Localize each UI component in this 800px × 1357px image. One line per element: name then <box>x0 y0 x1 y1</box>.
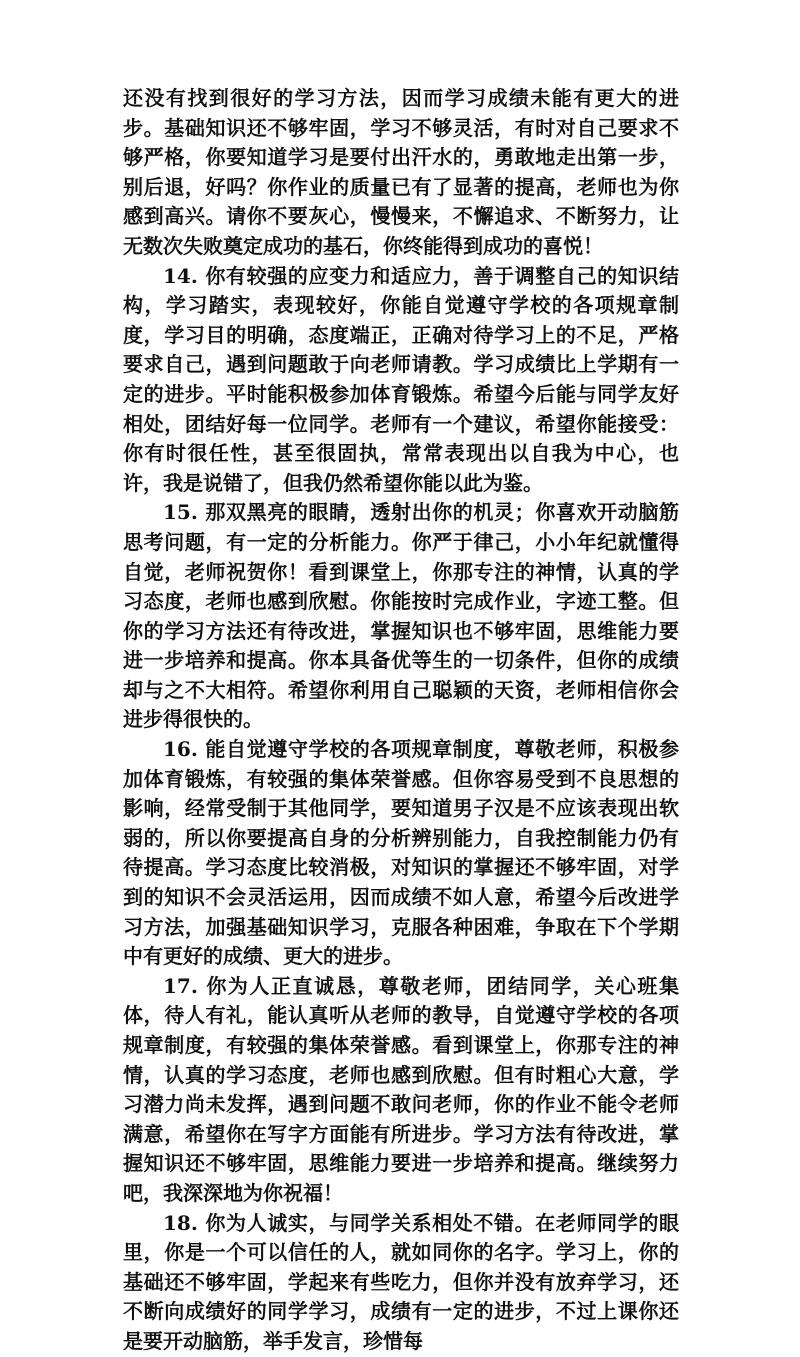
document-body <box>123 84 679 1357</box>
paragraph-comment-18: 18. 你为人诚实，与同学关系相处不错。在老师同学的眼里，你是一个可以信任的人，就如同你的名字。学习上，你的基础还不够牢固，学起来有些吃力，但你并没有放弃学习，还不断向成绩好的同学学习，成绩有一定的进步，不过上课你还是要开动脑筋，举手发言，珍惜每 <box>123 1210 679 1353</box>
paragraph-comment-15: 15. 那双黑亮的眼睛，透射出你的机灵；你喜欢开动脑筋思考问题，有一定的分析能力。你严于律己，小小年纪就懂得自觉，老师祝贺你！看到课堂上，你那专注的神情，认真的学习态度，老师也感到欣慰。你能按时完成作业，字迹工整。但你的学习方法还有待改进，掌握知识也不够牢固，思维能力要进一步培养和提高。你本具备优等生的一切条件，但你的成绩却与之不大相符。希望你利用自己聪颖的天资，老师相信你会进步得很快的。 <box>123 500 679 732</box>
paragraph-comment-16: 16. 能自觉遵守学校的各项规章制度，尊敬老师，积极参加体育锻炼，有较强的集体荣誉感。但你容易受到不良思想的影响，经常受制于其他同学，要知道男子汉是不应该表现出软弱的，所以你要提高自身的分析辨别能力，自我控制能力仍有待提高。学习态度比较消极，对知识的掌握还不够牢固，对学到的知识不会灵活运用，因而成绩不如人意，希望今后改进学习方法，加强基础知识学习，克服各种困难，争取在下个学期中有更好的成绩、更大的进步。 <box>123 737 679 969</box>
paragraph-comment-14: 14. 你有较强的应变力和适应力，善于调整自己的知识结构，学习踏实，表现较好，你能自觉遵守学校的各项规章制度，学习目的明确，态度端正，正确对待学习上的不足，严格要求自己，遇到问题敢于向老师请教。学习成绩比上学期有一定的进步。平时能积极参加体育锻炼。希望今后能与同学友好相处，团结好每一位同学。老师有一个建议，希望你能接受：你有时很任性，甚至很固执，常常表现出以自我为中心，也许，我是说错了，但我仍然希望你能以此为鉴。 <box>123 263 679 495</box>
paragraph-comment-17: 17. 你为人正直诚恳，尊敬老师，团结同学，关心班集体，待人有礼，能认真听从老师的教导，自觉遵守学校的各项规章制度，有较强的集体荣誉感。看到课堂上，你那专注的神情，认真的学习态度，老师也感到欣慰。但有时粗心大意，学习潜力尚未发挥，遇到问题不敢问老师，你的作业不能令老师满意，希望你在写字方面能有所进步。学习方法有待改进，掌握知识还不够牢固，思维能力要进一步培养和提高。继续努力吧，我深深地为你祝福！ <box>123 973 679 1205</box>
paragraph-continuation: 还没有找到很好的学习方法，因而学习成绩未能有更大的进步。基础知识还不够牢固，学习不够灵活，有时对自己要求不够严格，你要知道学习是要付出汗水的，勇敢地走出第一步，别后退，好吗？你作业的质量已有了显著的提高，老师也为你感到高兴。请你不要灰心，慢慢来，不懈追求、不断努力，让无数次失败奠定成功的基石，你终能得到成功的喜悦！ <box>123 86 679 258</box>
